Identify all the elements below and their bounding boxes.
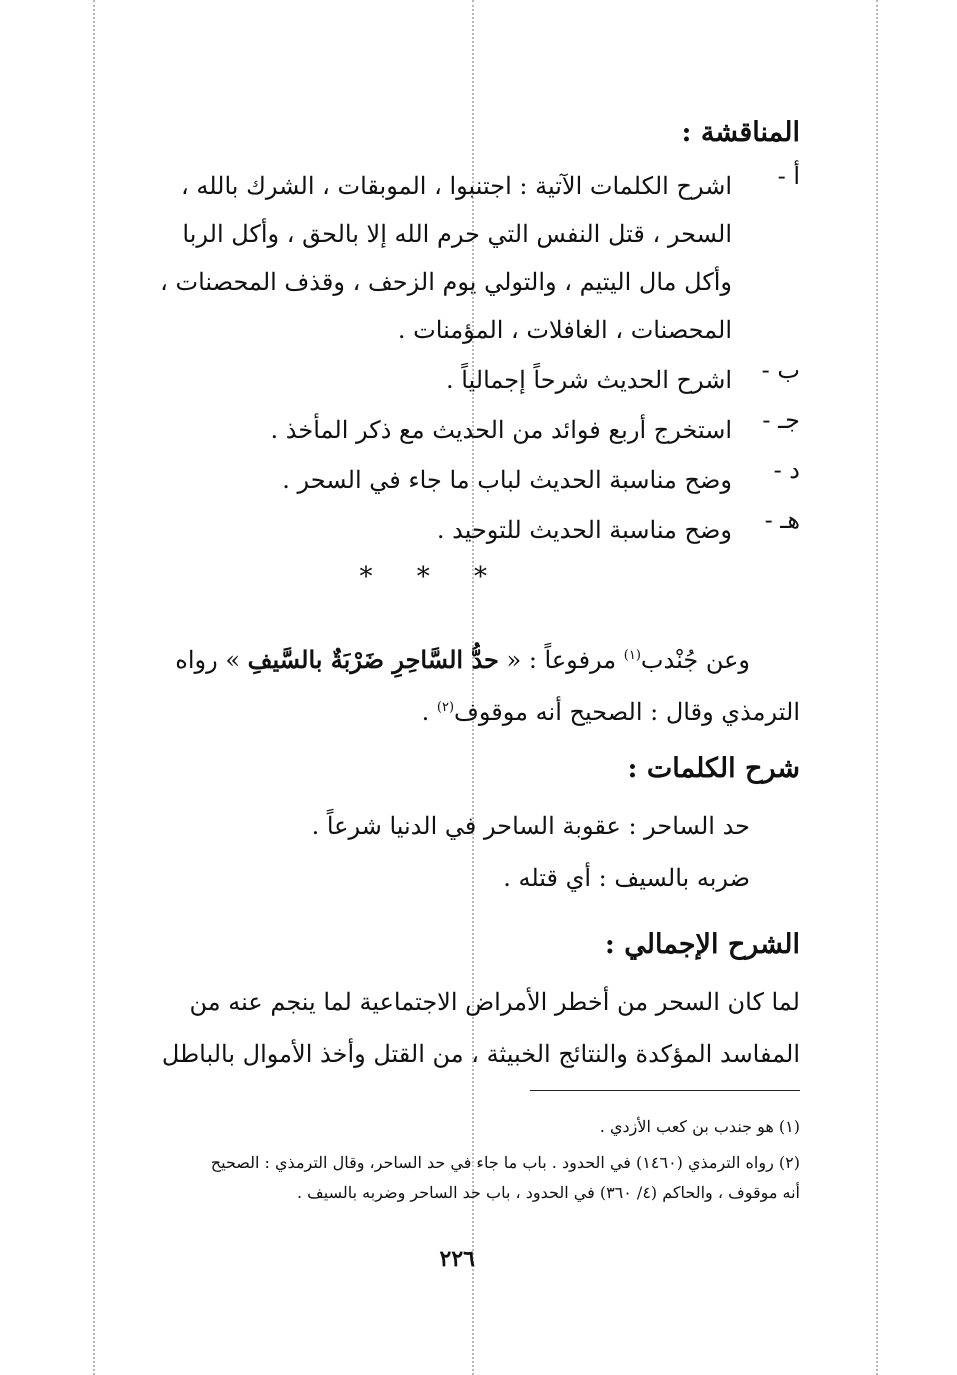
summary-text [110, 976, 800, 1080]
item-letter: جـ - [762, 406, 800, 434]
hadith-line-2 [110, 682, 800, 734]
item-line: استخرج أربع فوائد من الحديث مع ذكر المأخذ . [270, 416, 732, 444]
section-separator: * * * [359, 562, 505, 592]
discussion-item-c [100, 406, 800, 454]
footnotes [100, 1112, 800, 1208]
words-line: حد الساحر : عقوبة الساحر في الدنيا شرعاً . [311, 812, 750, 840]
discussion-heading: المناقشة : [681, 117, 800, 148]
item-line: وضح مناسبة الحديث للتوحيد . [436, 516, 732, 544]
hadith-narrator: وعن جُنْدب [640, 646, 750, 674]
footnote-2: (٢) رواه الترمذي (١٤٦٠) في الحدود . باب ما جاء في حد الساحر، وقال الترمذي : الصحيح [210, 1153, 800, 1172]
scan-margin-line-right [876, 0, 878, 1375]
item-line: وأكل مال اليتيم ، والتولي يوم الزحف ، وقذف المحصنات ، [160, 268, 732, 296]
discussion-item-a [100, 162, 800, 354]
footnote-ref-1: (١) [623, 648, 641, 663]
footnote-separator [530, 1090, 800, 1091]
hadith-text [110, 630, 800, 734]
hadith-source: » رواه [175, 646, 248, 674]
item-line: اشرح الكلمات الآتية : اجتنبوا ، الموبقات ، الشرك بالله ، [180, 172, 732, 200]
words-line: ضربه بالسيف : أي قتله . [503, 864, 750, 892]
item-line: المحصنات ، الغافلات ، المؤمنات . [397, 316, 732, 344]
discussion-item-d [100, 456, 800, 504]
discussion-item-e [100, 506, 800, 554]
item-letter: أ - [777, 162, 800, 190]
footnote-1: (١) هو جندب بن كعب الأزدي . [599, 1117, 800, 1136]
page-number: ٢٢٦ [439, 1246, 475, 1272]
footnote-2-cont: أنه موقوف ، والحاكم (٤/ ٣٦٠) في الحدود ، باب حد الساحر وضربه بالسيف . [297, 1183, 800, 1202]
hadith-grading: الترمذي وقال : الصحيح أنه موقوف [454, 698, 800, 726]
item-line: اشرح الحديث شرحاً إجمالياً . [445, 366, 732, 394]
item-letter: هـ - [764, 506, 800, 534]
summary-line: المفاسد المؤكدة والنتائج الخبيثة ، من القتل وأخذ الأموال بالباطل [161, 1040, 800, 1068]
item-line: وضح مناسبة الحديث لباب ما جاء في السحر . [282, 466, 732, 494]
item-letter: ب - [761, 356, 800, 384]
words-explanation [110, 800, 800, 904]
hadith-marfu: مرفوعاً : « [498, 646, 624, 674]
discussion-item-b [100, 356, 800, 404]
scan-margin-line-left [93, 0, 95, 1375]
item-letter: د - [773, 456, 800, 484]
item-line: السحر ، قتل النفس التي حرم الله إلا بالحق ، وأكل الربا [182, 220, 732, 248]
hadith-line-end: . [421, 698, 437, 726]
hadith-quote: حدُّ السَّاحِرِ ضَرْبَةٌ بالسَّيفِ [247, 645, 499, 674]
footnote-ref-2: (٢) [436, 700, 455, 715]
summary-heading: الشرح الإجمالي : [604, 929, 800, 960]
summary-line: لما كان السحر من أخطر الأمراض الاجتماعية لما ينجم عنه من [189, 988, 800, 1016]
hadith-line-1 [110, 630, 750, 682]
words-heading: شرح الكلمات : [627, 753, 800, 784]
